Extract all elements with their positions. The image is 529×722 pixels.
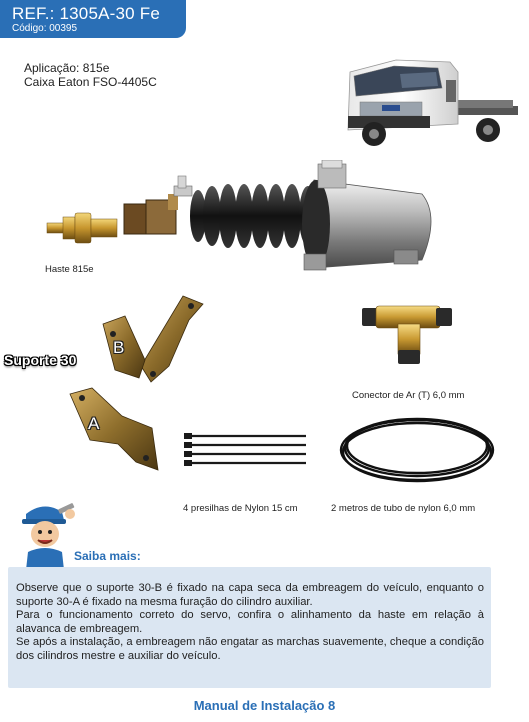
info-paragraph: Se após a instalação, a embreagem não engatar as marchas suavemente, cheque a condição dos cilindros mestre e auxiliar do veículo. [16, 636, 484, 662]
suporte-b-label: B [113, 338, 125, 357]
nylon-ties-image [182, 430, 322, 470]
suporte-a-label: A [88, 414, 100, 433]
info-text [16, 582, 484, 664]
suporte-a-image [60, 380, 170, 475]
haste-rod-image [45, 205, 120, 255]
presilhas-caption: 4 presilhas de Nylon 15 cm [183, 503, 298, 514]
info-paragraph: Observe que o suporte 30-B é fixado na capa seca da embreagem do veículo, enquanto o suporte 30-A é fixado na mesma furação do cilindro auxiliar. [16, 582, 484, 608]
truck-image [338, 50, 522, 150]
conector-caption: Conector de Ar (T) 6,0 mm [352, 390, 465, 401]
page-footer: Manual de Instalação 8 [193, 698, 336, 713]
application-model: Aplicação: 815e [24, 61, 110, 75]
haste-caption: Haste 815e [45, 264, 94, 275]
nylon-tube-image [335, 408, 500, 488]
tubo-caption: 2 metros de tubo de nylon 6,0 mm [331, 503, 476, 514]
saiba-mais-title: Saiba mais: [74, 549, 141, 563]
reference-title: REF.: 1305A-30 Fe [12, 4, 160, 23]
servo-cylinder-image [118, 160, 448, 280]
mechanic-mascot-icon [18, 500, 78, 570]
product-code: Código: 00395 [12, 23, 78, 34]
reference-header [0, 0, 186, 38]
suporte-30-label: Suporte 30 [4, 352, 77, 368]
application-gearbox: Caixa Eaton FSO-4405C [24, 75, 157, 89]
info-paragraph: Para o funcionamento correto do servo, confira o alinhamento da haste em relação à alavanca de embreagem. [16, 609, 484, 635]
t-connector-image [358, 298, 458, 368]
